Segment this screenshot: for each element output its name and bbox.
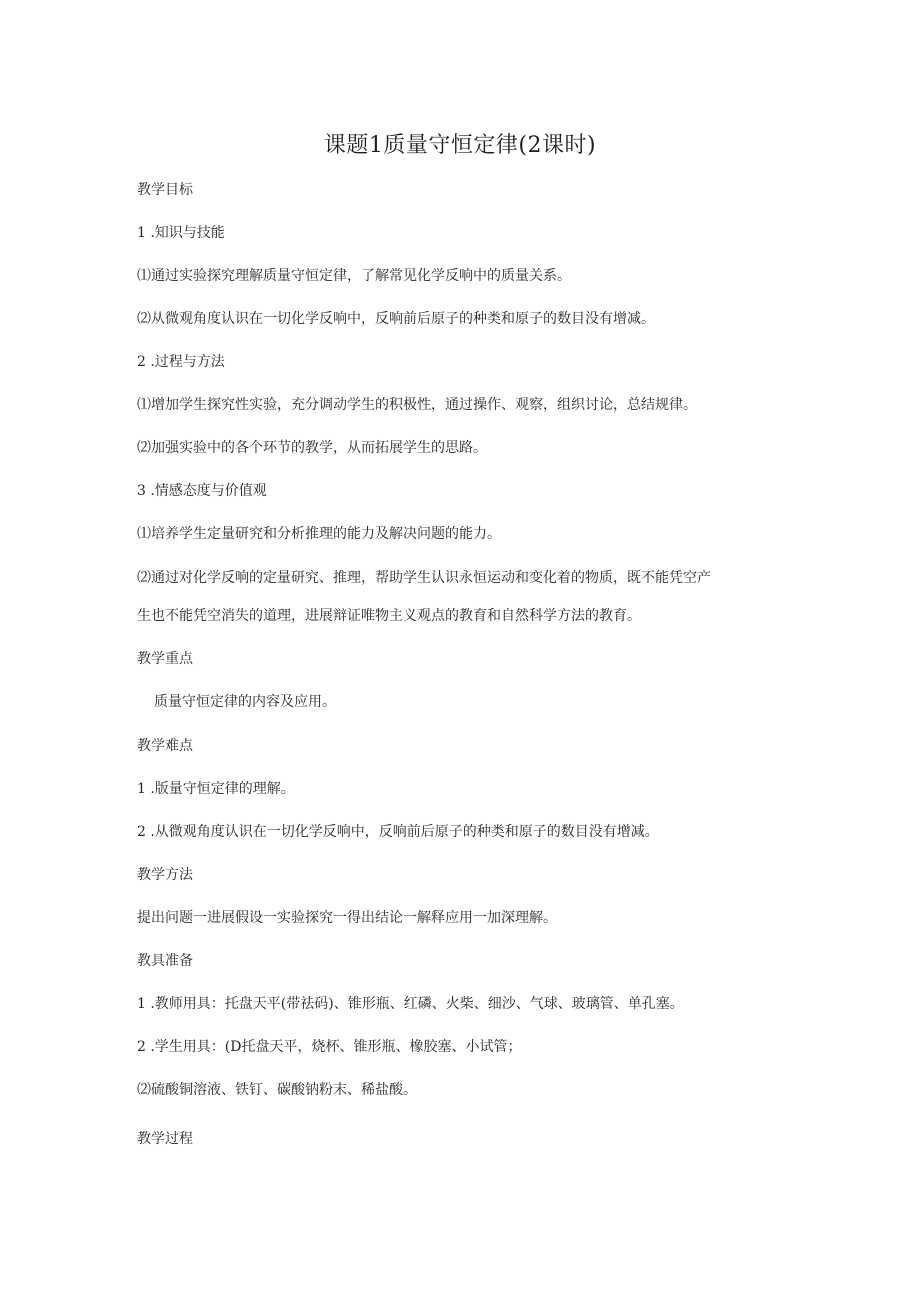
subheading-process-method: 2 .过程与方法 (137, 354, 225, 370)
paragraph: ⑴增加学生探究性实验，充分调动学生的积极性，通过操作、观察，组织讨论，总结规律。 (137, 397, 697, 413)
section-heading-difficulties: 教学难点 (137, 738, 193, 754)
section-heading-key-points: 教学重点 (137, 651, 193, 667)
list-item: 2 .从微观角度认识在一切化学反响中，反响前后原子的种类和原子的数目没有增减。 (137, 824, 659, 840)
list-item: 1 .教师用具：托盘天平(带祛码)、锥形瓶、红磷、火柴、细沙、气球、玻璃管、单孔塞。 (137, 996, 684, 1012)
list-item: ⑵硫酸铜溶液、铁钉、碳酸钠粉末、稀盐酸。 (137, 1082, 417, 1098)
paragraph: 质量守恒定律的内容及应用。 (154, 694, 336, 710)
list-item: 2 .学生用具：(D托盘天平，烧杯、锥形瓶、橡胶塞、小试管； (137, 1039, 522, 1055)
list-item: 1 .版量守恒定律的理解。 (137, 781, 295, 797)
section-heading-teaching-aids: 教具准备 (137, 953, 193, 969)
subheading-knowledge-skills: 1 .知识与技能 (137, 225, 225, 241)
page-title: 课题1质量守恒定律(2课时) (323, 133, 597, 158)
paragraph-continuation: 生也不能凭空消失的道理，进展辩证唯物主义观点的教育和自然科学方法的教育。 (137, 608, 641, 624)
paragraph: ⑵加强实验中的各个环节的教学，从而拓展学生的思路。 (137, 440, 487, 456)
paragraph: ⑵通过对化学反响的定量研究、推理，帮助学生认识永恒运动和变化着的物质，既不能凭空产 (137, 570, 711, 586)
paragraph: 提出问题一进展假设一实验探究一得出结论一解释应用一加深理解。 (137, 910, 557, 926)
subheading-attitude-values: 3 .情感态度与价值观 (137, 483, 267, 499)
paragraph: ⑴通过实验探究理解质量守恒定律，了解常见化学反响中的质量关系。 (137, 268, 571, 284)
paragraph: ⑴培养学生定量研究和分析推理的能力及解决问题的能力。 (137, 526, 501, 542)
section-heading-teaching-goals: 教学目标 (137, 182, 193, 198)
section-heading-teaching-method: 教学方法 (137, 867, 193, 883)
paragraph: ⑵从微观角度认识在一切化学反响中，反响前后原子的种类和原子的数目没有增减。 (137, 311, 655, 327)
section-heading-teaching-process: 教学过程 (137, 1131, 193, 1147)
